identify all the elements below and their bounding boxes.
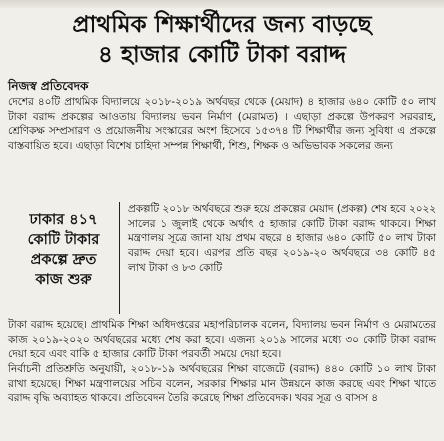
pullquote-line-3: প্রকল্পে দ্রুত [30, 252, 97, 268]
pullquote-line-2: কোটি টাকার [27, 232, 100, 248]
article-paragraph-1: দেশের ৪০টি প্রাথমিক বিদ্যালয়ে ২০১৮-২০১৯ অর্থবছর থেকে (মেয়াদ) ৪ হাজার ৬৪০ কোটি ৫০ লাখ টাকা বরাদ্দ প্রকল্পের আওতায় বিদ্যালয় ভবন নির্মাণ (মেরামত) । এছাড়া প্রকল্পে উপকরণ সরবরাহ, শ্রেণিকক্ষ সম্প্রসারণ ও প্রয়োজনীয় সংস্কারের অংশ হিসেবে ১৫৩৭৪ টি শিক্ষার্থীর জন্য সুবিধা এ প্রকল্পে বাস্তবায়িত হবে। এছাড়া বিশেষ চাহিদা সম্পন্ন শিক্ষার্থী, শিশু, শিক্ষক ও অভিভাবক সকলের জন্য [8, 96, 436, 153]
headline-line-2: ৪ হাজার কোটি টাকা বরাদ্দ [98, 42, 346, 68]
article-paragraph-2: প্রকল্পটি ২০১৮ অর্থবছরে শুরু হয়ে প্রকল্পের মেয়াদ (প্রকল্প) শেষ হবে ২০২২ সালের ১ জুলাই থেকে অর্থাৎ ৫ হাজার কোটি টাকা বরাদ্দ থাকবে। শিক্ষা মন্ত্রণালয় সূত্রে জানা যায় প্রথম বছরে ৪ হাজার ৬৪০ কোটি ৫০ লাখ টাকা বরাদ্দ দেয়া হবে। এরপর প্রতি বছর ২০১৯-২০ অর্থবছরে ৩৪ কোটি ৪৫ লাখ টাকা ও ৮৩ কোটি [128, 203, 436, 274]
pullquote-line-4: কাজ শুরু [35, 272, 92, 288]
pullquote-row [8, 202, 436, 316]
article-paragraph-4: নির্বাচনী প্রতিশ্রুতি অনুযায়ী, ২০১৮-১৯ অর্থবছরের শিক্ষা বাজেটে (বরাদ্দ) ৪৪০ কোটি ১০ লাখ টাকা রাখা হয়েছে। শিক্ষা মন্ত্রণালয়ের সচিব বলেন, সরকার শিক্ষার মান উন্নয়নে কাজ করছে এবং শিক্ষা খাতে বরাদ্দ বৃদ্ধি অব্যাহত থাকবে। প্রতিবেদন তৈরি করেছে শিক্ষা প্রতিবেদক। খবর সূত্র ও বাসস ৪ [8, 363, 436, 405]
page-top-strip [0, 0, 444, 8]
pullquote-line-1: ঢাকার ৪১৭ [29, 212, 98, 228]
article-paragraph-3: টাকা বরাদ্দ হয়েছে। প্রাথমিক শিক্ষা অধিদপ্তরের মহাপরিচালক বলেন, বিদ্যালয় ভবন নির্মাণ ও মেরামতের কাজ ২০১৯-২০২০ অর্থবছরের মধ্যে শেষ করা হবে। এজন্য ২০১৯ সালের মধ্যে ৩০ কোটি টাকা বরাদ্দ দেয়া হবে এবং বাকি ৫ হাজার কোটি টাকা পরবর্তী সময়ে দেয়া হবে। [8, 319, 436, 361]
pullquote-box [8, 202, 120, 314]
headline [0, 10, 444, 70]
headline-line-1: প্রাথমিক শিক্ষার্থীদের জন্য বাড়ছে [72, 12, 372, 38]
byline: নিজস্ব প্রতিবেদক [8, 79, 89, 93]
